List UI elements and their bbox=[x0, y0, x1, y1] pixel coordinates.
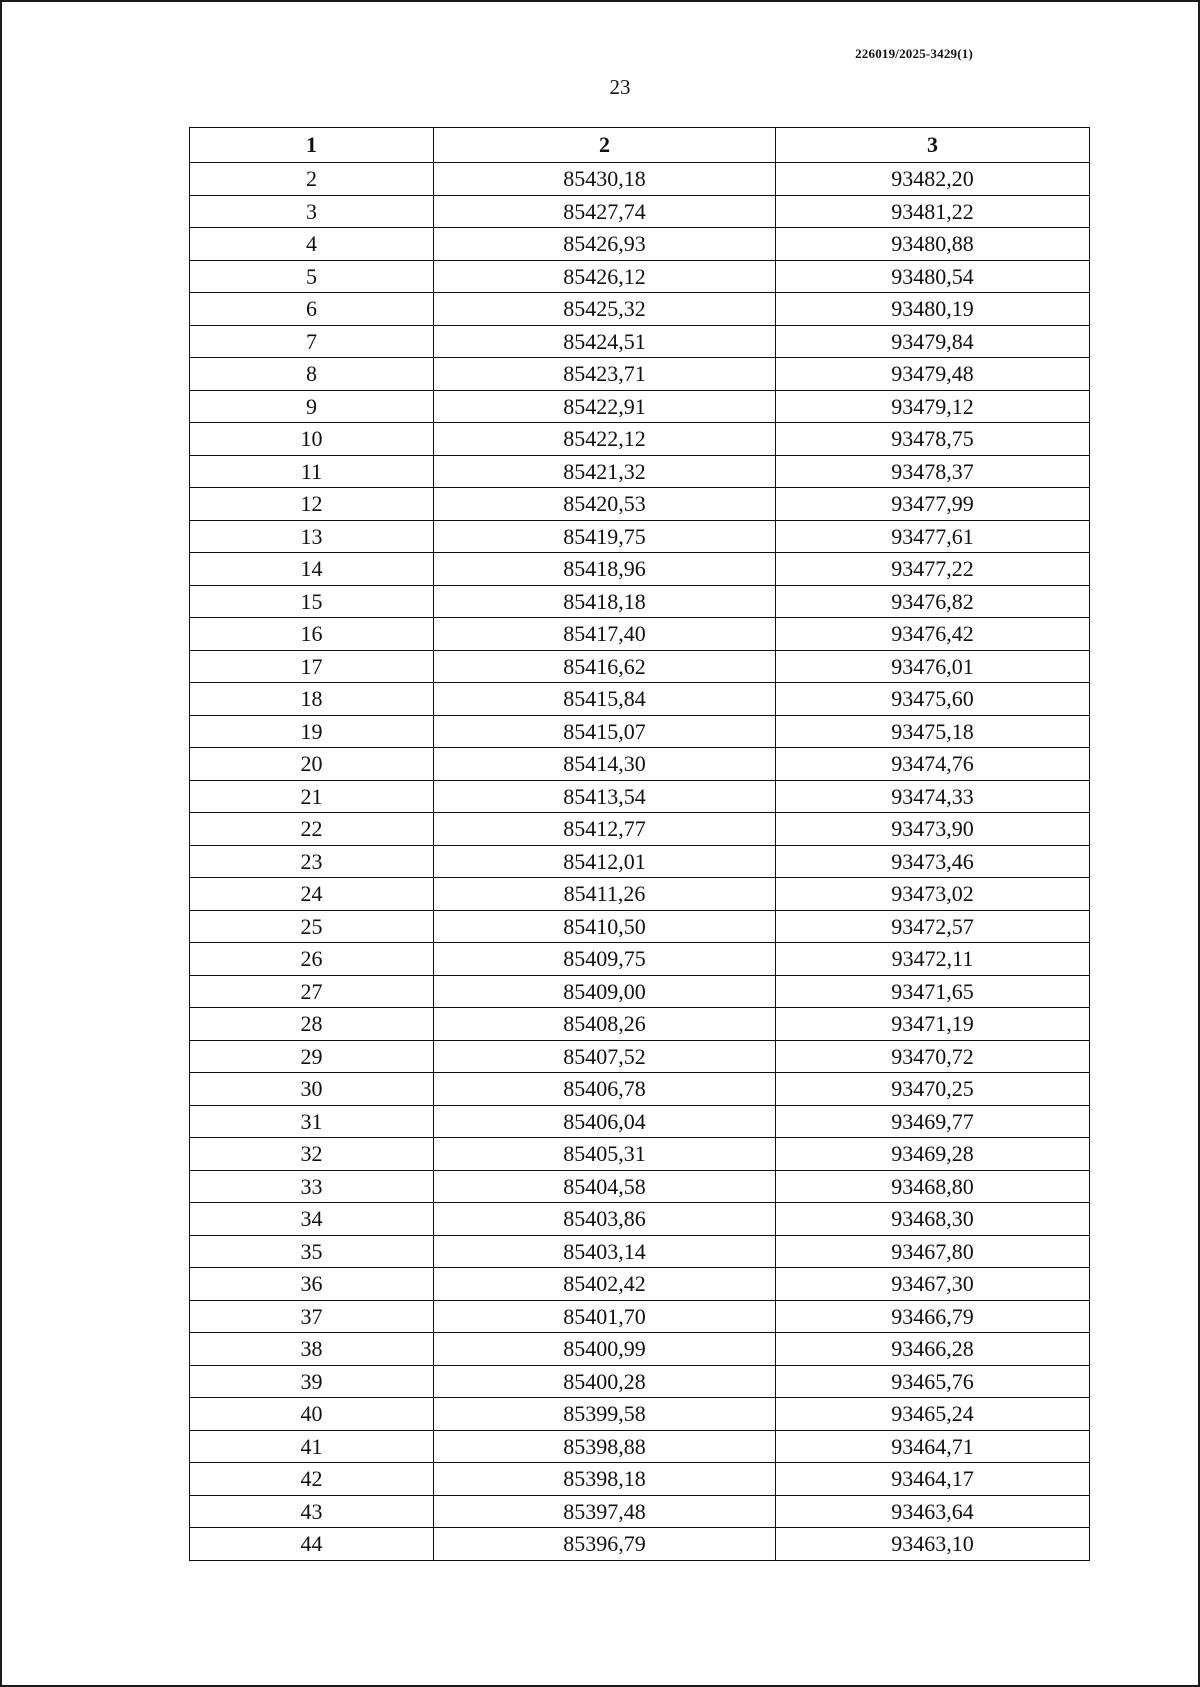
table-row bbox=[190, 878, 1090, 911]
table-row bbox=[190, 1528, 1090, 1561]
table-row bbox=[190, 748, 1090, 781]
point-number-cell: 2 bbox=[190, 163, 434, 196]
coordinate-y-cell: 93478,37 bbox=[776, 455, 1090, 488]
table-row bbox=[190, 293, 1090, 326]
point-number-cell: 8 bbox=[190, 358, 434, 391]
table-row bbox=[190, 520, 1090, 553]
coordinate-x-cell: 85409,00 bbox=[434, 975, 776, 1008]
coordinate-y-cell: 93469,28 bbox=[776, 1138, 1090, 1171]
coordinate-y-cell: 93474,33 bbox=[776, 780, 1090, 813]
coordinate-y-cell: 93482,20 bbox=[776, 163, 1090, 196]
coordinate-y-cell: 93470,72 bbox=[776, 1040, 1090, 1073]
coordinate-x-cell: 85410,50 bbox=[434, 910, 776, 943]
coordinate-x-cell: 85421,32 bbox=[434, 455, 776, 488]
coordinate-x-cell: 85427,74 bbox=[434, 195, 776, 228]
point-number-cell: 13 bbox=[190, 520, 434, 553]
coordinate-y-cell: 93464,17 bbox=[776, 1463, 1090, 1496]
coordinate-y-cell: 93473,90 bbox=[776, 813, 1090, 846]
coordinate-x-cell: 85422,91 bbox=[434, 390, 776, 423]
coordinate-x-cell: 85418,96 bbox=[434, 553, 776, 586]
table-row bbox=[190, 1138, 1090, 1171]
table-row bbox=[190, 715, 1090, 748]
table-row bbox=[190, 813, 1090, 846]
table-row bbox=[190, 195, 1090, 228]
coordinate-x-cell: 85400,99 bbox=[434, 1333, 776, 1366]
coordinate-x-cell: 85399,58 bbox=[434, 1398, 776, 1431]
coordinate-x-cell: 85422,12 bbox=[434, 423, 776, 456]
coordinate-y-cell: 93463,64 bbox=[776, 1495, 1090, 1528]
coordinate-x-cell: 85413,54 bbox=[434, 780, 776, 813]
coordinate-x-cell: 85411,26 bbox=[434, 878, 776, 911]
point-number-cell: 28 bbox=[190, 1008, 434, 1041]
coordinate-y-cell: 93476,82 bbox=[776, 585, 1090, 618]
table-row bbox=[190, 1300, 1090, 1333]
table-row bbox=[190, 423, 1090, 456]
point-number-cell: 35 bbox=[190, 1235, 434, 1268]
table-row bbox=[190, 260, 1090, 293]
coordinate-x-cell: 85424,51 bbox=[434, 325, 776, 358]
coordinate-x-cell: 85415,84 bbox=[434, 683, 776, 716]
point-number-cell: 44 bbox=[190, 1528, 434, 1561]
table-row bbox=[190, 163, 1090, 196]
coordinate-x-cell: 85414,30 bbox=[434, 748, 776, 781]
coordinate-x-cell: 85406,04 bbox=[434, 1105, 776, 1138]
point-number-cell: 10 bbox=[190, 423, 434, 456]
coordinate-x-cell: 85403,14 bbox=[434, 1235, 776, 1268]
table-row bbox=[190, 975, 1090, 1008]
table-row bbox=[190, 325, 1090, 358]
coordinate-x-cell: 85397,48 bbox=[434, 1495, 776, 1528]
table-row bbox=[190, 1203, 1090, 1236]
coordinate-y-cell: 93469,77 bbox=[776, 1105, 1090, 1138]
point-number-cell: 26 bbox=[190, 943, 434, 976]
coordinate-x-cell: 85404,58 bbox=[434, 1170, 776, 1203]
coordinate-y-cell: 93476,01 bbox=[776, 650, 1090, 683]
point-number-cell: 23 bbox=[190, 845, 434, 878]
point-number-cell: 6 bbox=[190, 293, 434, 326]
coordinate-y-cell: 93468,30 bbox=[776, 1203, 1090, 1236]
point-number-cell: 25 bbox=[190, 910, 434, 943]
table-row bbox=[190, 1398, 1090, 1431]
table-row bbox=[190, 585, 1090, 618]
point-number-cell: 19 bbox=[190, 715, 434, 748]
coordinates-table bbox=[189, 127, 1090, 1561]
point-number-cell: 16 bbox=[190, 618, 434, 651]
coordinate-x-cell: 85398,88 bbox=[434, 1430, 776, 1463]
table-row bbox=[190, 1170, 1090, 1203]
coordinate-x-cell: 85401,70 bbox=[434, 1300, 776, 1333]
coordinate-x-cell: 85419,75 bbox=[434, 520, 776, 553]
coordinate-x-cell: 85430,18 bbox=[434, 163, 776, 196]
point-number-cell: 33 bbox=[190, 1170, 434, 1203]
scan-border-left bbox=[0, 0, 2, 1687]
coordinate-y-cell: 93473,02 bbox=[776, 878, 1090, 911]
coordinate-x-cell: 85415,07 bbox=[434, 715, 776, 748]
coordinate-y-cell: 93463,10 bbox=[776, 1528, 1090, 1561]
coordinate-x-cell: 85402,42 bbox=[434, 1268, 776, 1301]
coordinate-y-cell: 93474,76 bbox=[776, 748, 1090, 781]
table-row bbox=[190, 1365, 1090, 1398]
table-row bbox=[190, 1495, 1090, 1528]
coordinate-y-cell: 93465,24 bbox=[776, 1398, 1090, 1431]
coordinate-y-cell: 93467,30 bbox=[776, 1268, 1090, 1301]
point-number-cell: 4 bbox=[190, 228, 434, 261]
table-row bbox=[190, 553, 1090, 586]
coordinate-x-cell: 85418,18 bbox=[434, 585, 776, 618]
table-row bbox=[190, 228, 1090, 261]
point-number-cell: 9 bbox=[190, 390, 434, 423]
point-number-cell: 11 bbox=[190, 455, 434, 488]
point-number-cell: 14 bbox=[190, 553, 434, 586]
point-number-cell: 38 bbox=[190, 1333, 434, 1366]
coordinate-y-cell: 93465,76 bbox=[776, 1365, 1090, 1398]
coordinate-y-cell: 93479,84 bbox=[776, 325, 1090, 358]
coordinate-x-cell: 85400,28 bbox=[434, 1365, 776, 1398]
coordinate-x-cell: 85416,62 bbox=[434, 650, 776, 683]
coordinate-x-cell: 85423,71 bbox=[434, 358, 776, 391]
table-row bbox=[190, 845, 1090, 878]
coordinate-y-cell: 93475,18 bbox=[776, 715, 1090, 748]
document-number: 226019/2025-3429(1) bbox=[855, 46, 973, 61]
point-number-cell: 42 bbox=[190, 1463, 434, 1496]
table-row bbox=[190, 1430, 1090, 1463]
table-row bbox=[190, 1008, 1090, 1041]
coordinate-y-cell: 93480,19 bbox=[776, 293, 1090, 326]
table-row bbox=[190, 390, 1090, 423]
coordinate-x-cell: 85409,75 bbox=[434, 943, 776, 976]
column-header-2: 2 bbox=[434, 128, 776, 163]
coordinate-x-cell: 85408,26 bbox=[434, 1008, 776, 1041]
point-number-cell: 29 bbox=[190, 1040, 434, 1073]
coordinate-x-cell: 85417,40 bbox=[434, 618, 776, 651]
point-number-cell: 20 bbox=[190, 748, 434, 781]
coordinate-y-cell: 93467,80 bbox=[776, 1235, 1090, 1268]
table-row bbox=[190, 1333, 1090, 1366]
point-number-cell: 30 bbox=[190, 1073, 434, 1106]
point-number-cell: 27 bbox=[190, 975, 434, 1008]
coordinate-y-cell: 93475,60 bbox=[776, 683, 1090, 716]
point-number-cell: 15 bbox=[190, 585, 434, 618]
coordinate-y-cell: 93472,57 bbox=[776, 910, 1090, 943]
coordinate-y-cell: 93464,71 bbox=[776, 1430, 1090, 1463]
point-number-cell: 37 bbox=[190, 1300, 434, 1333]
point-number-cell: 34 bbox=[190, 1203, 434, 1236]
table-row bbox=[190, 943, 1090, 976]
table-row bbox=[190, 910, 1090, 943]
point-number-cell: 22 bbox=[190, 813, 434, 846]
table-header-row bbox=[190, 128, 1090, 163]
table-row bbox=[190, 1463, 1090, 1496]
table-row bbox=[190, 618, 1090, 651]
coordinate-y-cell: 93468,80 bbox=[776, 1170, 1090, 1203]
point-number-cell: 17 bbox=[190, 650, 434, 683]
point-number-cell: 7 bbox=[190, 325, 434, 358]
point-number-cell: 36 bbox=[190, 1268, 434, 1301]
coordinate-y-cell: 93477,61 bbox=[776, 520, 1090, 553]
point-number-cell: 32 bbox=[190, 1138, 434, 1171]
point-number-cell: 24 bbox=[190, 878, 434, 911]
point-number-cell: 21 bbox=[190, 780, 434, 813]
coordinate-x-cell: 85405,31 bbox=[434, 1138, 776, 1171]
coordinate-y-cell: 93478,75 bbox=[776, 423, 1090, 456]
coordinate-x-cell: 85412,01 bbox=[434, 845, 776, 878]
coordinate-x-cell: 85425,32 bbox=[434, 293, 776, 326]
coordinate-y-cell: 93481,22 bbox=[776, 195, 1090, 228]
coordinate-y-cell: 93477,22 bbox=[776, 553, 1090, 586]
point-number-cell: 43 bbox=[190, 1495, 434, 1528]
coordinate-x-cell: 85426,93 bbox=[434, 228, 776, 261]
table-row bbox=[190, 455, 1090, 488]
coordinate-x-cell: 85398,18 bbox=[434, 1463, 776, 1496]
coordinate-y-cell: 93473,46 bbox=[776, 845, 1090, 878]
point-number-cell: 18 bbox=[190, 683, 434, 716]
table-body bbox=[190, 163, 1090, 1561]
point-number-cell: 39 bbox=[190, 1365, 434, 1398]
coordinate-x-cell: 85412,77 bbox=[434, 813, 776, 846]
coordinate-x-cell: 85406,78 bbox=[434, 1073, 776, 1106]
table-row bbox=[190, 1235, 1090, 1268]
table-row bbox=[190, 488, 1090, 521]
point-number-cell: 3 bbox=[190, 195, 434, 228]
coordinate-y-cell: 93470,25 bbox=[776, 1073, 1090, 1106]
coordinate-y-cell: 93476,42 bbox=[776, 618, 1090, 651]
coordinate-y-cell: 93477,99 bbox=[776, 488, 1090, 521]
table-row bbox=[190, 1040, 1090, 1073]
coordinate-y-cell: 93472,11 bbox=[776, 943, 1090, 976]
point-number-cell: 12 bbox=[190, 488, 434, 521]
point-number-cell: 40 bbox=[190, 1398, 434, 1431]
point-number-cell: 31 bbox=[190, 1105, 434, 1138]
coordinate-y-cell: 93479,48 bbox=[776, 358, 1090, 391]
page-number: 23 bbox=[609, 75, 631, 99]
coordinate-y-cell: 93471,65 bbox=[776, 975, 1090, 1008]
coordinate-x-cell: 85426,12 bbox=[434, 260, 776, 293]
column-header-3: 3 bbox=[776, 128, 1090, 163]
table-row bbox=[190, 1105, 1090, 1138]
table-row bbox=[190, 358, 1090, 391]
point-number-cell: 5 bbox=[190, 260, 434, 293]
coordinate-y-cell: 93466,79 bbox=[776, 1300, 1090, 1333]
coordinate-x-cell: 85396,79 bbox=[434, 1528, 776, 1561]
coordinate-y-cell: 93471,19 bbox=[776, 1008, 1090, 1041]
scan-border-top bbox=[0, 0, 1200, 2]
coordinate-x-cell: 85403,86 bbox=[434, 1203, 776, 1236]
column-header-1: 1 bbox=[190, 128, 434, 163]
coordinate-y-cell: 93479,12 bbox=[776, 390, 1090, 423]
table-header bbox=[190, 128, 1090, 163]
coordinate-y-cell: 93466,28 bbox=[776, 1333, 1090, 1366]
table-row bbox=[190, 1073, 1090, 1106]
coordinate-y-cell: 93480,88 bbox=[776, 228, 1090, 261]
coordinate-x-cell: 85420,53 bbox=[434, 488, 776, 521]
point-number-cell: 41 bbox=[190, 1430, 434, 1463]
table-row bbox=[190, 780, 1090, 813]
table-row bbox=[190, 650, 1090, 683]
coordinate-x-cell: 85407,52 bbox=[434, 1040, 776, 1073]
table-row bbox=[190, 683, 1090, 716]
coordinate-y-cell: 93480,54 bbox=[776, 260, 1090, 293]
table-row bbox=[190, 1268, 1090, 1301]
